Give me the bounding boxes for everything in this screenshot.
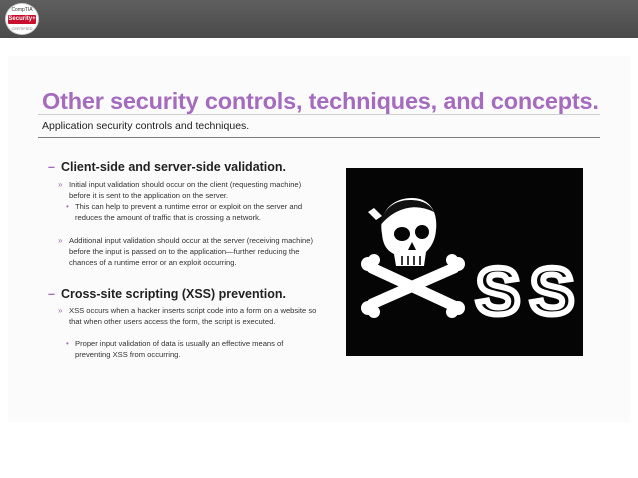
bullet-text: Additional input validation should occur at the server (receiving machine) before the input is passed on to the application—further reducing the chances of a runtime error or an exploit occurring.	[69, 236, 313, 267]
sub-bullet-marker: •	[66, 339, 69, 348]
skull-crossbones-icon	[346, 168, 583, 356]
sub-bullet-item	[66, 338, 312, 360]
slide-title: Other security controls, techniques, and concepts.	[42, 88, 599, 114]
logo-band-text: Security+	[8, 16, 36, 22]
slide	[8, 56, 630, 422]
logo-certified-text: CERTIFIED	[11, 26, 33, 31]
sub-bullet-text: Proper input validation of data is usually an effective means of preventing XSS from occurring.	[75, 339, 284, 359]
dash-marker: –	[48, 287, 55, 301]
section-heading-validation	[48, 160, 286, 174]
bullet-marker: »	[58, 180, 63, 189]
sub-bullet-item	[66, 201, 312, 223]
sub-bullet-marker: •	[66, 202, 69, 211]
bullet-item	[58, 235, 318, 268]
subtitle-divider	[38, 137, 600, 138]
bullet-marker: »	[58, 306, 63, 315]
bullet-marker: »	[58, 236, 63, 245]
section-heading-text: Cross-site scripting (XSS) prevention.	[60, 287, 286, 301]
slide-subtitle: Application security controls and techniques.	[42, 120, 250, 132]
ss-letters: SS	[476, 254, 583, 328]
section-heading-text: Client-side and server-side validation.	[60, 160, 287, 174]
section-heading-xss	[48, 287, 286, 301]
bullet-item	[58, 179, 318, 201]
title-divider	[38, 114, 600, 115]
bullet-text: XSS occurs when a hacker inserts script code into a form on a website so that when other users access the form, the script is executed.	[69, 306, 317, 326]
security-plus-logo	[5, 3, 39, 35]
bullet-text: Initial input validation should occur on the client (requesting machine) before it is sent to the application on the server.	[69, 180, 302, 200]
dash-marker: –	[48, 160, 55, 174]
sub-bullet-text: This can help to prevent a runtime error or exploit on the server and reduces the amount of traffic that is crossing a network.	[75, 202, 303, 222]
logo-brand-text: CompTIA	[11, 7, 33, 13]
skull-crossbones-image	[346, 168, 583, 356]
bullet-item	[58, 305, 318, 327]
top-bar	[0, 0, 638, 38]
